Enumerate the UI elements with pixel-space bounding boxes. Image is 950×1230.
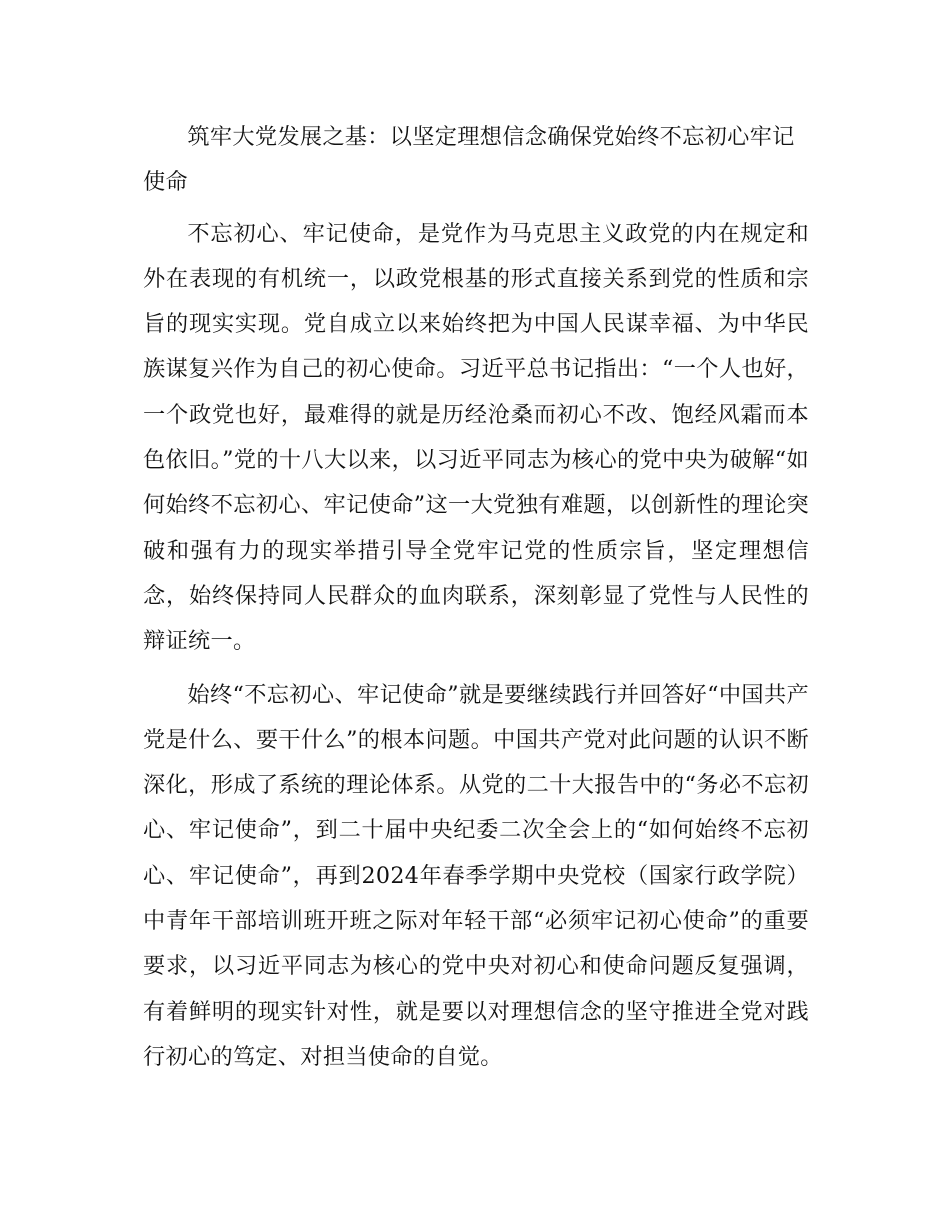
paragraph-1: 不忘初心、牢记使命，是党作为马克思主义政党的内在规定和外在表现的有机统一，以政党根基的形式直接关系到党的性质和宗旨的现实实现。党自成立以来始终把为中国人民谋幸福、为中华民族谋复兴作为自己的初心使命。习近平总书记指出：“一个人也好，一个政党也好，最难得的就是历经沧桑而初心不改、饱经风霜而本色依旧。”党的十八大以来，以习近平同志为核心的党中央为破解“如何始终不忘初心、牢记使命”这一大党独有难题，以创新性的理论突破和强有力的现实举措引导全党牢记党的性质宗旨，坚定理想信念，始终保持同人民群众的血肉联系，深刻彰显了党性与人民性的辩证统一。 xyxy=(143,220,809,655)
document-body xyxy=(143,115,809,1088)
paragraph-2: 始终“不忘初心、牢记使命”就是要继续践行并回答好“中国共产党是什么、要干什么”的根本问题。中国共产党对此问题的认识不断深化，形成了系统的理论体系。从党的二十大报告中的“务必不忘初心、牢记使命”，到二十届中央纪委二次全会上的“如何始终不忘初心、牢记使命”，再到2024年春季学期中央党校（国家行政学院）中青年干部培训班开班之际对年轻干部“必须牢记初心使命”的重要要求，以习近平同志为核心的党中央对初心和使命问题反复强调，有着鲜明的现实针对性，就是要以对理想信念的坚守推进全党对践行初心的笃定、对担当使命的自觉。 xyxy=(143,681,809,1070)
document-title: 筑牢大党发展之基：以坚定理想信念确保党始终不忘初心牢记使命 xyxy=(143,124,795,196)
